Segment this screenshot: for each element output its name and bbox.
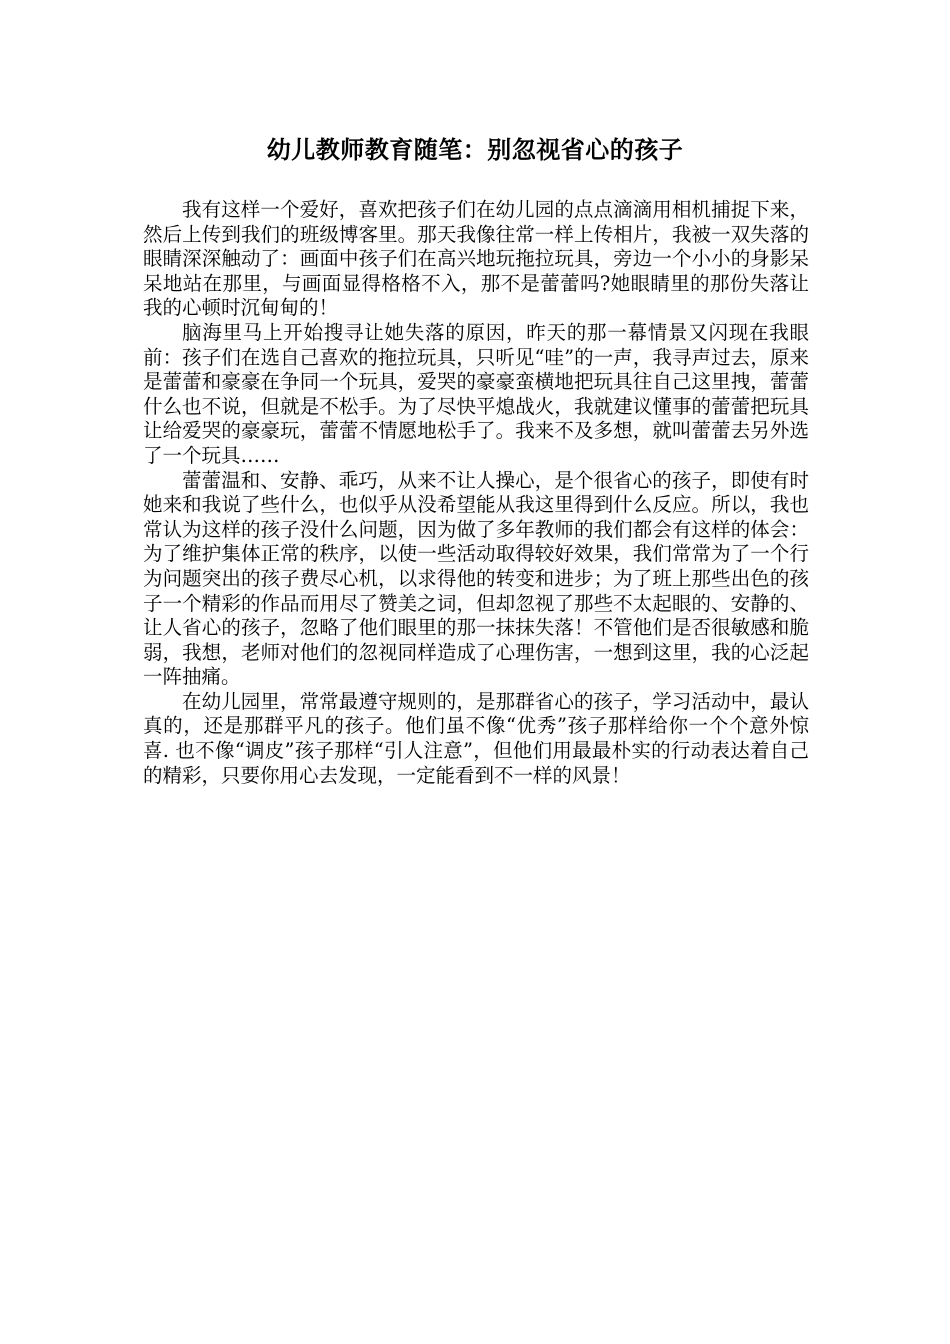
paragraph-1: 我有这样一个爱好，喜欢把孩子们在幼儿园的点点滴滴用相机捕捉下来，然后上传到我们的班级博客里。那天我像往常一样上传相片，我被一双失落的眼睛深深触动了：画面中孩子们在高兴地玩拖拉玩具，旁边一个小小的身影呆呆地站在那里，与画面显得格格不入，那不是蕾蕾吗?她眼睛里的那份失落让我的心顿时沉甸甸的！ [143,198,809,320]
document-body [143,198,809,788]
paragraph-4: 在幼儿园里，常常最遵守规则的，是那群省心的孩子，学习活动中，最认真的，还是那群平凡的孩子。他们虽不像“优秀”孩子那样给你一个个意外惊喜. 也不像“调皮”孩子那样“引人注意”，但他们用最最朴实的行动表达着自己的精彩，只要你用心去发现，一定能看到不一样的风景！ [143,689,809,787]
paragraph-3: 蕾蕾温和、安静、乖巧，从来不让人操心，是个很省心的孩子，即使有时她来和我说了些什么，也似乎从没希望能从我这里得到什么反应。所以，我也常认为这样的孩子没什么问题，因为做了多年教师的我们都会有这样的体会：为了维护集体正常的秩序，以使一些活动取得较好效果，我们常常为了一个行为问题突出的孩子费尽心机，以求得他的转变和进步；为了班上那些出色的孩子一个精彩的作品而用尽了赞美之词，但却忽视了那些不太起眼的、安静的、让人省心的孩子，忽略了他们眼里的那一抹抹失落！不管他们是否很敏感和脆弱，我想，老师对他们的忽视同样造成了心理伤害，一想到这里，我的心泛起一阵抽痛。 [143,468,809,689]
paragraph-2: 脑海里马上开始搜寻让她失落的原因，昨天的那一幕情景又闪现在我眼前：孩子们在选自己喜欢的拖拉玩具，只听见“哇”的一声，我寻声过去，原来是蕾蕾和豪豪在争同一个玩具，爱哭的豪豪蛮横地把玩具往自己这里拽，蕾蕾什么也不说，但就是不松手。为了尽快平熄战火，我就建议懂事的蕾蕾把玩具让给爱哭的豪豪玩，蕾蕾不情愿地松手了。我来不及多想，就叫蕾蕾去另外选了一个玩具…… [143,320,809,467]
document-title: 幼儿教师教育随笔：别忽视省心的孩子 [266,136,684,164]
